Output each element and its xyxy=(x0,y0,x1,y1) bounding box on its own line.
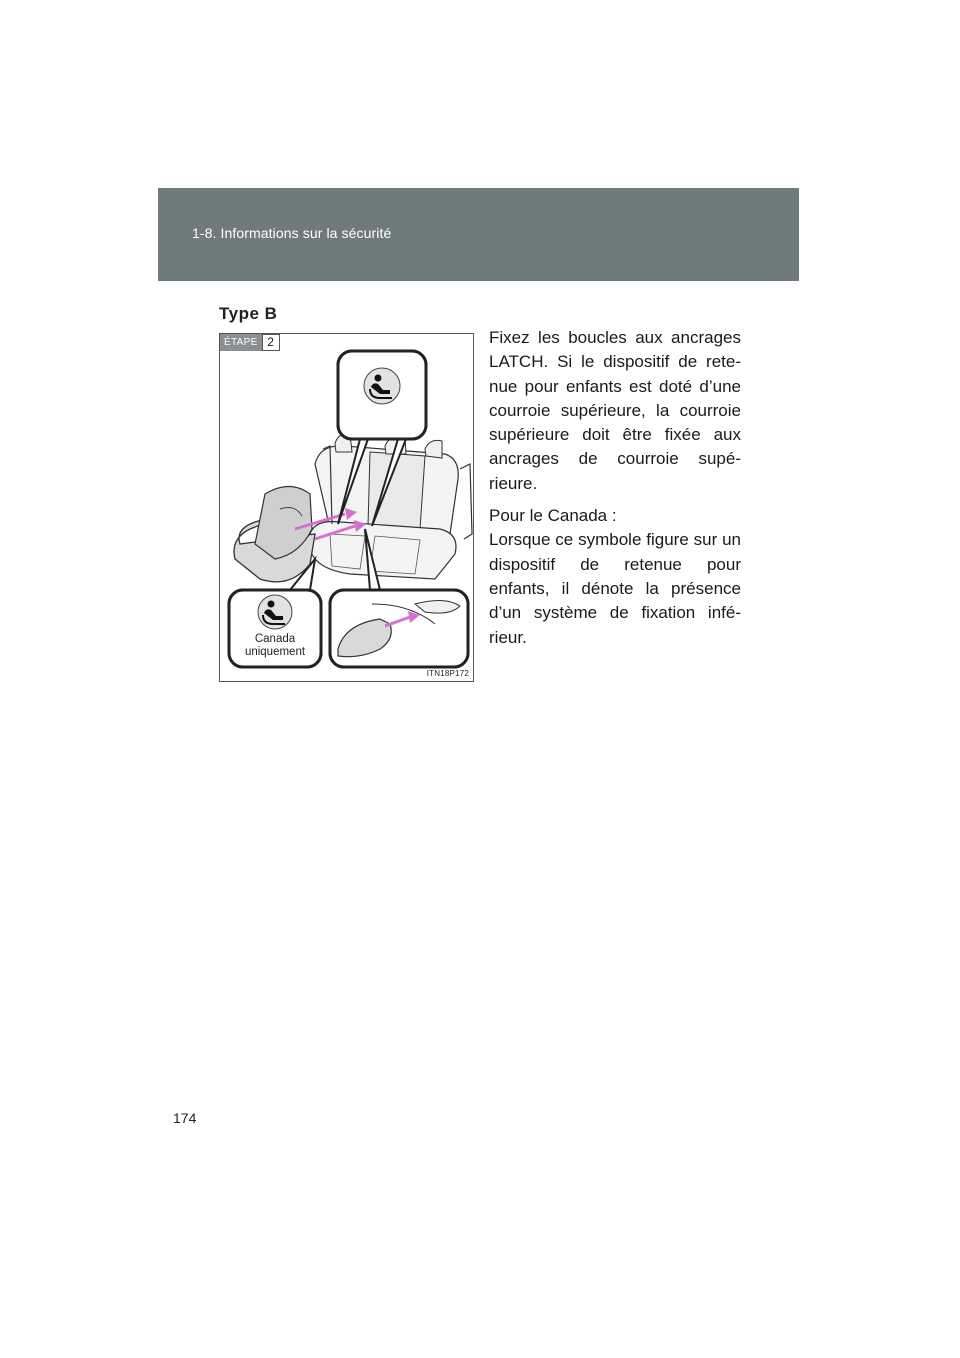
page-number: 174 xyxy=(173,1110,197,1126)
body-text xyxy=(489,326,741,650)
section-title: 1-8. Informations sur la sécurité xyxy=(192,225,392,241)
paragraph-canada-title: Pour le Canada : xyxy=(489,506,617,526)
paragraph-canada-symbol: Lorsque ce symbole figure sur un dispositif de retenue pour enfants, il dénote la présence d’un système de fixation infé-rieur. xyxy=(489,530,741,647)
canada-label-line2: uniquement xyxy=(244,645,306,658)
section-header-bar xyxy=(158,188,799,281)
paragraph-latch-instructions: Fixez les boucles aux ancrages LATCH. Si le dispositif de rete-nue pour enfants est doté d’une courroie supérieure, la courroie supérieure doit être fixée aux ancrages de courroie supé-rieure. xyxy=(489,328,741,493)
step-number: 2 xyxy=(262,334,280,351)
type-heading: Type B xyxy=(219,304,278,323)
step-word: ÉTAPE xyxy=(220,334,262,351)
figure-code: ITN18P172 xyxy=(426,669,469,678)
step-badge xyxy=(220,334,280,351)
illustration-figure xyxy=(219,333,474,682)
canada-label-line1: Canada xyxy=(254,633,296,645)
canada-only-label xyxy=(229,633,321,658)
child-seat-installation-illustration xyxy=(220,334,475,683)
